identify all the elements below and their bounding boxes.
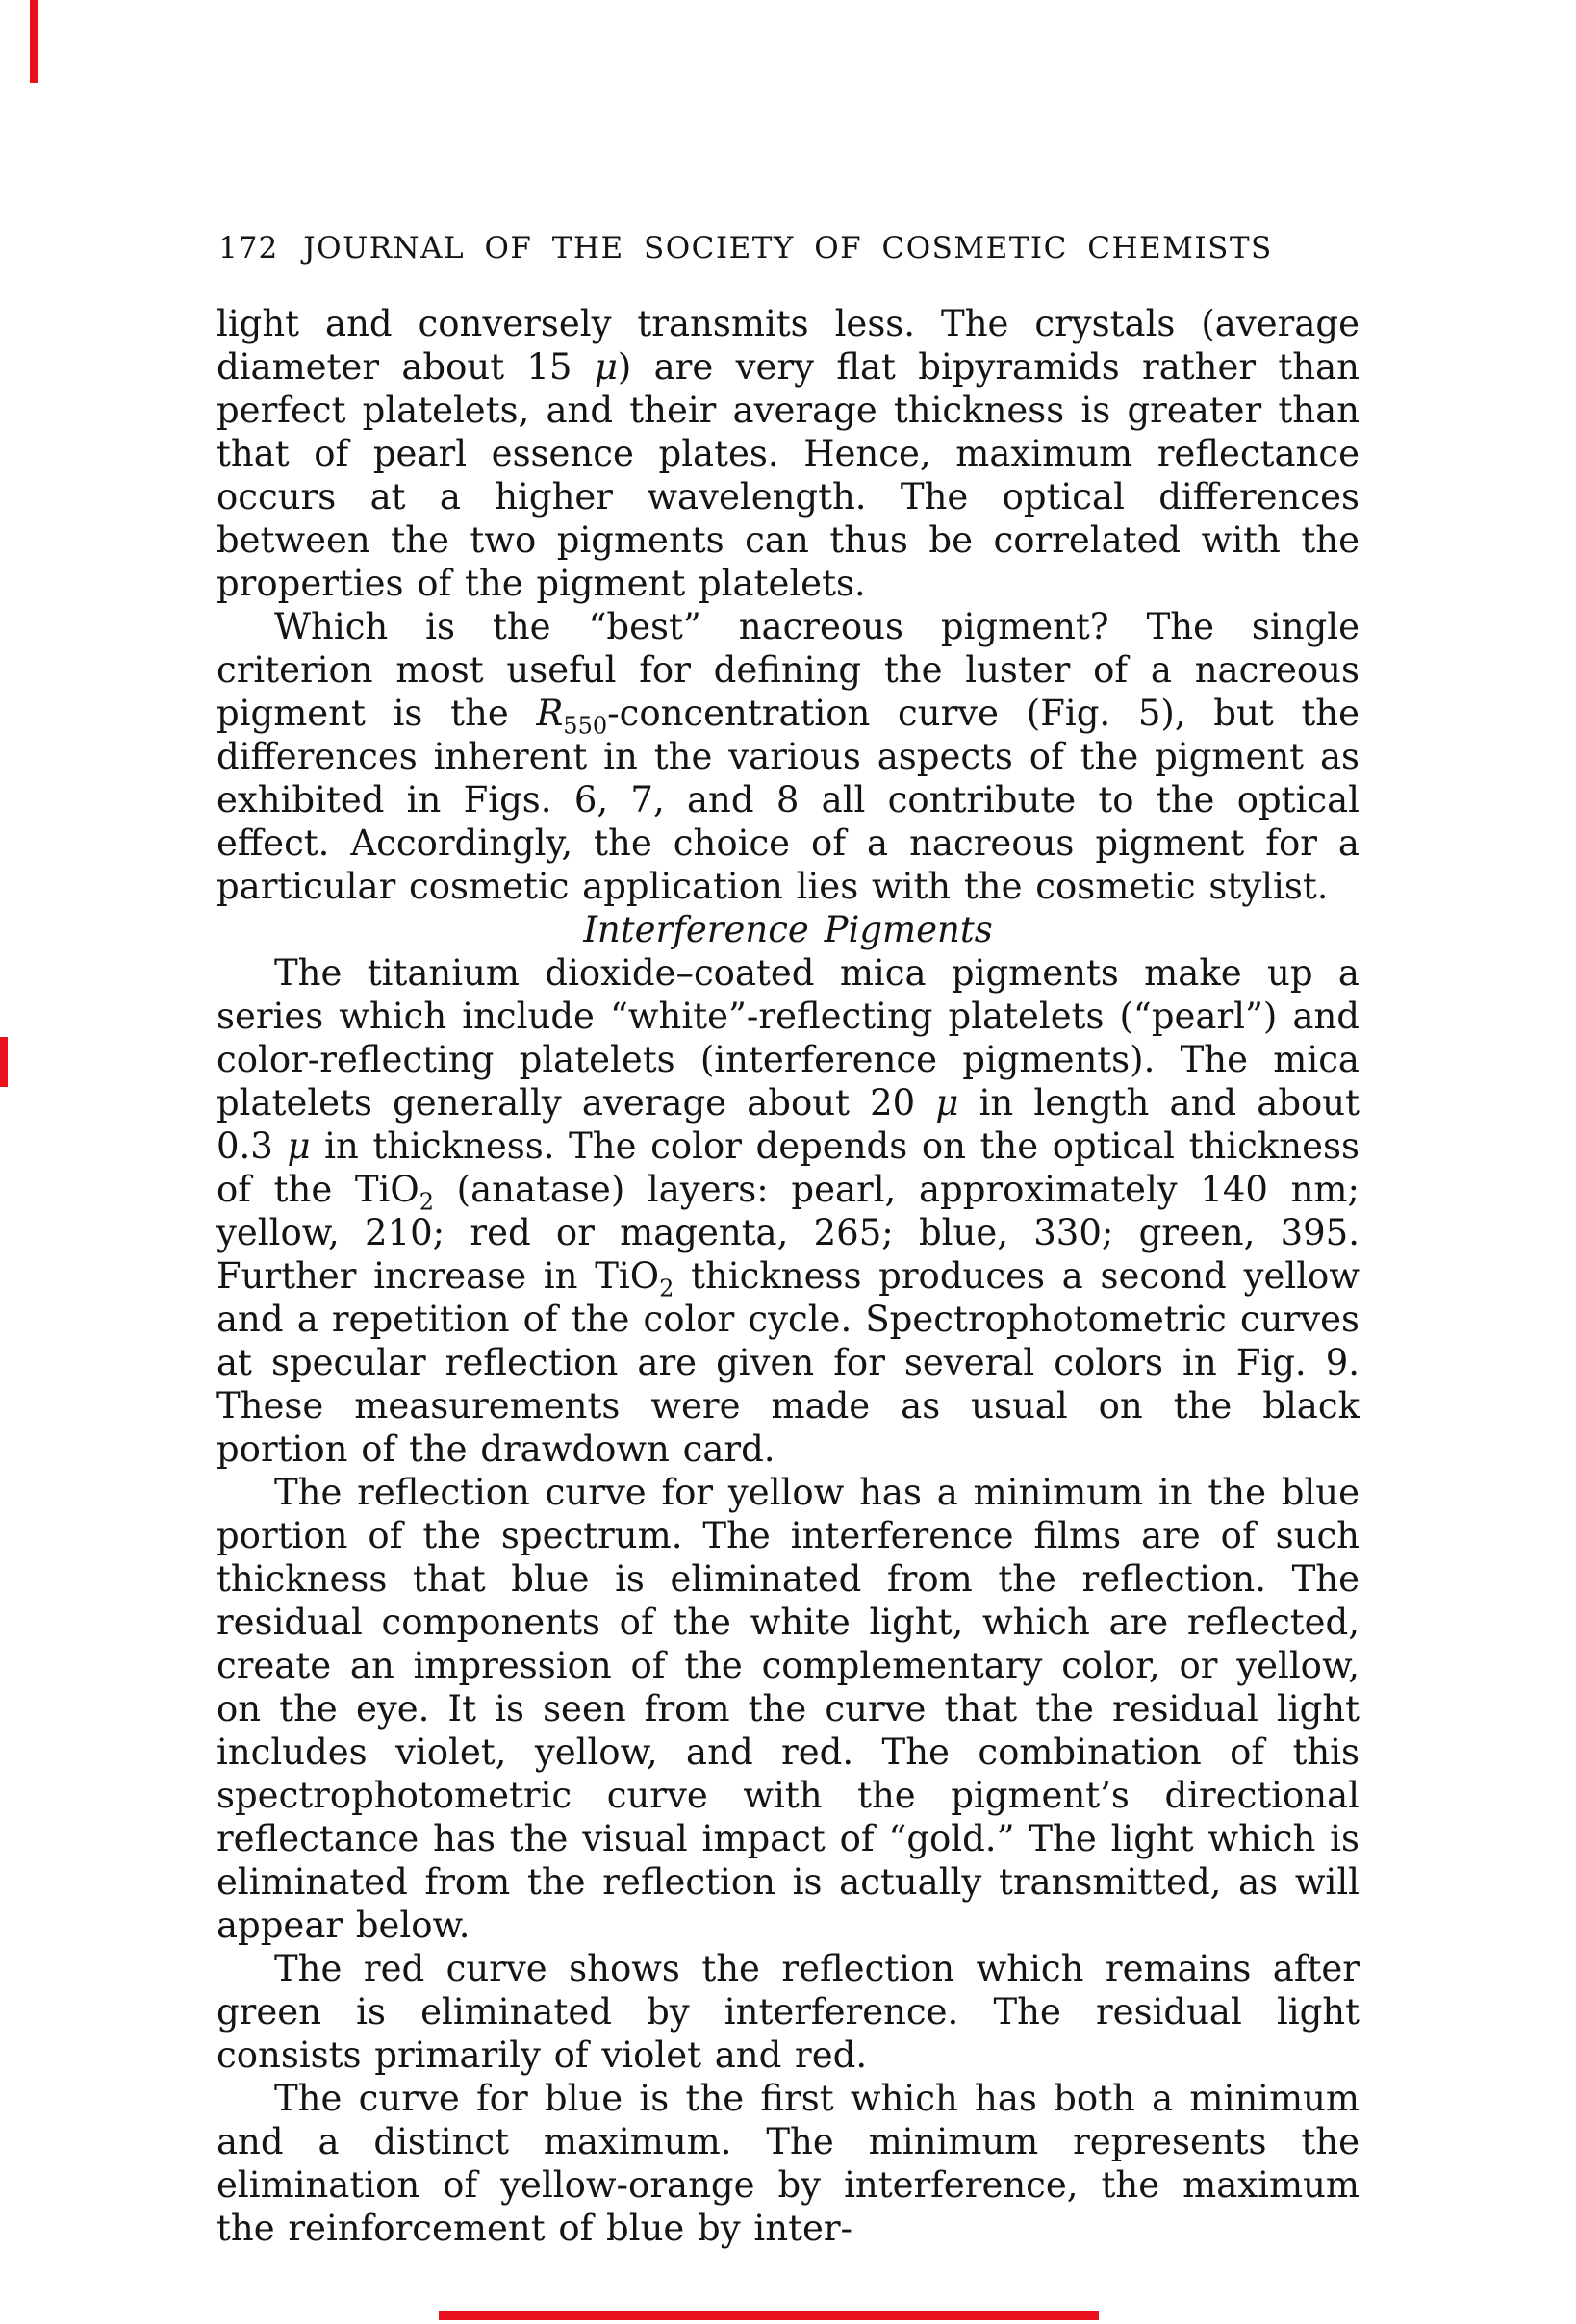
running-head (216, 229, 1360, 267)
red-scan-mark-bottom (439, 2311, 1099, 2320)
red-scan-mark-left-edge (0, 1037, 8, 1087)
paragraph: Which is the “best” nacreous pigment? The single criterion most useful for defining the luster of a nacreous pigment is the $R_{550}$-concentration curve (Fig. 5), but the differences inherent in the various aspects of the pigment as exhibited in Figs. 6, 7, and 8 all contribute to the optical effect. Accordingly, the choice of a nacreous pigment for a particular cosmetic application lies with the cosmetic stylist. (216, 606, 1360, 907)
paragraph: The curve for blue is the first which has both a minimum and a distinct maximum. The minimum represents the elimination of yellow-orange by interference, the maximum the reinforcement of blue by inter- (216, 2078, 1360, 2249)
article-body (216, 302, 1360, 2250)
paragraph: The reflection curve for yellow has a minimum in the blue portion of the spectrum. The interference films are of such thickness that blue is eliminated from the reflection. The residual components of the white light, which are reflected, create an impression of the complementary color, or yellow, on the eye. It is seen from the curve that the residual light includes violet, yellow, and red. The combination of this spectrophotometric curve with the pigment’s directional reflectance has the visual impact of “gold.” The light which is eliminated from the reflection is actually transmitted, as will appear below. (216, 1472, 1360, 1946)
section-heading: Interference Pigments (583, 909, 993, 950)
page-number: 172 (218, 231, 279, 265)
journal-title: JOURNAL OF THE SOCIETY OF COSMETIC CHEMISTS (303, 231, 1273, 265)
paragraph: The titanium dioxide–coated mica pigments make up a series which include “white”-reflecting platelets (“pearl”) and color-reflecting platelets (interference pigments). The mica platelets generally average about 20 μ in length and about 0.3 μ in thickness. The color depends on the optical thickness of the TiO$_2$ (anatase) layers: pearl, approximately 140 nm; yellow, 210; red or magenta, 265; blue, 330; green, 395. Further increase in TiO$_2$ thickness produces a second yellow and a repetition of the color cycle. Spectrophotometric curves at specular reflection are given for several colors in Fig. 9. These measurements were made as usual on the black portion of the drawdown card. (216, 952, 1360, 1470)
paragraph: The red curve shows the reflection which remains after green is eliminated by interference. The residual light consists primarily of violet and red. (216, 1948, 1360, 2076)
red-scan-mark-top-left (30, 0, 38, 83)
paragraph: light and conversely transmits less. The crystals (average diameter about 15 μ) are very flat bipyramids rather than perfect platelets, and their average thickness is greater than that of pearl essence plates. Hence, maximum reflectance occurs at a higher wavelength. The optical differences between the two pigments can thus be correlated with the properties of the pigment platelets. (216, 303, 1360, 604)
